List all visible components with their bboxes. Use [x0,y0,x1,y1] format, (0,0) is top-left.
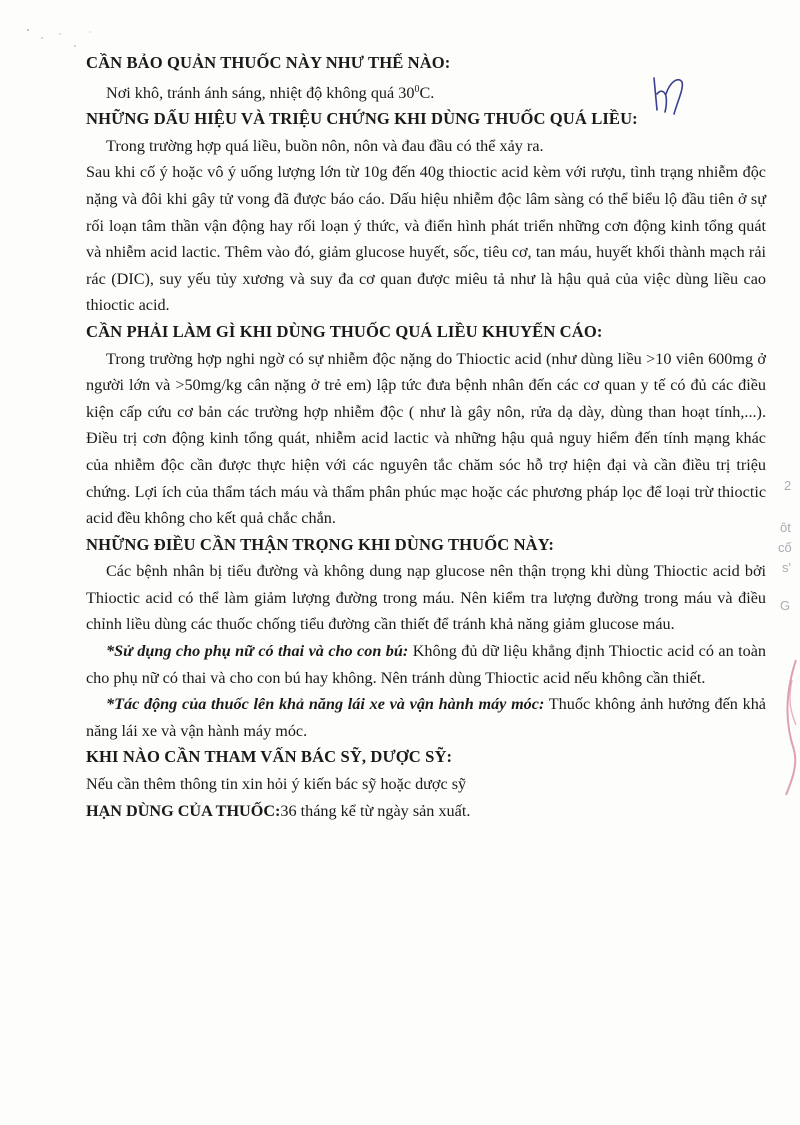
shelf-life-text: 36 tháng kể từ ngày sản xuất. [280,801,471,820]
pregnancy-text: Không đủ dữ liệu khẳng định Thioctic acid có an toàn cho phụ nữ có thai và cho con bú hay không. Nên tránh dùng Thioctic acid nếu không cần thiết. [86,642,766,687]
edge-fragment: s' [782,560,791,575]
overdose-signs-heading: NHỮNG DẤU HIỆU VÀ TRIỆU CHỨNG KHI DÙNG THUỐC QUÁ LIỀU: [86,109,638,129]
consult-heading: KHI NÀO CẦN THAM VẤN BÁC SỸ, DƯỢC SỸ: [86,747,453,767]
overdose-signs-para-2: Sau khi cố ý hoặc vô ý uống lượng lớn từ 10g đến 40g thioctic acid kèm với rượu, tình trạng nhiễm độc nặng và đôi khi gây tử vong đã được báo cáo. Dấu hiệu nhiễm độc lâm sàng có thể biểu lộ đầu tiên ở sự rối loạn tâm thần vận động hay rối loạn ý thức, và điển hình phát triển những cơn động kinh tổng quát và nhiễm acid lactic. Thêm vào đó, giảm glucose huyết, sốc, tiêu cơ, tan máu, huyết khối thành mạch rải rác (DIC), suy yếu tủy xương và suy đa cơ quan được miêu tả như là hậu quả của việc dùng liều cao thioctic acid. [86,163,766,315]
precautions-heading: NHỮNG ĐIỀU CẦN THẬN TRỌNG KHI DÙNG THUỐC NÀY: [86,534,554,554]
storage-text: Nơi khô, tránh ánh sáng, nhiệt độ không quá $30^0C$. [106,83,435,102]
red-seal-fragment [774,650,800,800]
overdose-action-para: Trong trường hợp nghi ngờ có sự nhiễm độc nặng do Thioctic acid (như dùng liều >10 viên 600mg ở người lớn và >50mg/kg cân nặng ở trẻ em) lập tức đưa bệnh nhân đến các cơ quan y tế có đủ các điều kiện cấp cứu cơ bản các trường hợp nhiễm độc ( như là gây nôn, rửa dạ dày, dùng than hoạt tính,...). Điều trị cơn động kinh tổng quát, nhiễm acid lactic và những hậu quả nguy hiểm đến tính mạng khác của nhiễm độc cần được thực hiện với các nguyên tắc chăm sóc hỗ trợ hiện đại và cần điều trị triệu chứng. Lợi ích của thẩm tách máu và thẩm phân phúc mạc hoặc các phương pháp lọc để loại trừ thioctic acid đều không cho kết quả chắc chắn. [86,349,766,528]
consult-text: Nếu cần thêm thông tin xin hỏi ý kiến bác sỹ hoặc dược sỹ [86,775,467,794]
driving-text: Thuốc không ảnh hưởng đến khả năng lái xe và vận hành máy móc. [86,695,766,740]
precautions-para: Các bệnh nhân bị tiểu đường và không dung nạp glucose nên thận trọng khi dùng Thioctic acid bởi Thioctic acid có thể làm giảm lượng đường trong máu. Nên kiểm tra lượng đường trong máu và điều chỉnh liều dùng các thuốc chống tiểu đường cần thiết để tránh khả năng giảm glucose máu. [86,562,766,634]
driving-note [86,691,766,744]
edge-fragment: ôt [780,520,791,535]
overdose-signs-para-1: Trong trường hợp quá liều, buồn nôn, nôn và đau đầu có thể xảy ra. [106,136,544,155]
document-body [86,50,766,824]
shelf-life-line [86,798,766,825]
overdose-action-heading: CẦN PHẢI LÀM GÌ KHI DÙNG THUỐC QUÁ LIỀU KHUYẾN CÁO: [86,321,603,341]
pregnancy-label: *Sử dụng cho phụ nữ có thai và cho con bú: [106,642,409,661]
edge-fragment: 2 [784,478,792,493]
edge-fragment: cố [778,540,792,555]
edge-fragment: G [780,598,791,613]
shelf-life-label: HẠN DÙNG CỦA THUỐC: [86,801,281,820]
storage-heading: CẦN BẢO QUẢN THUỐC NÀY NHƯ THẾ NÀO: [86,53,451,72]
adjacent-page-edge-stamp [760,450,800,810]
pregnancy-note [86,638,766,691]
driving-label: *Tác động của thuốc lên khả năng lái xe và vận hành máy móc: [106,695,545,714]
